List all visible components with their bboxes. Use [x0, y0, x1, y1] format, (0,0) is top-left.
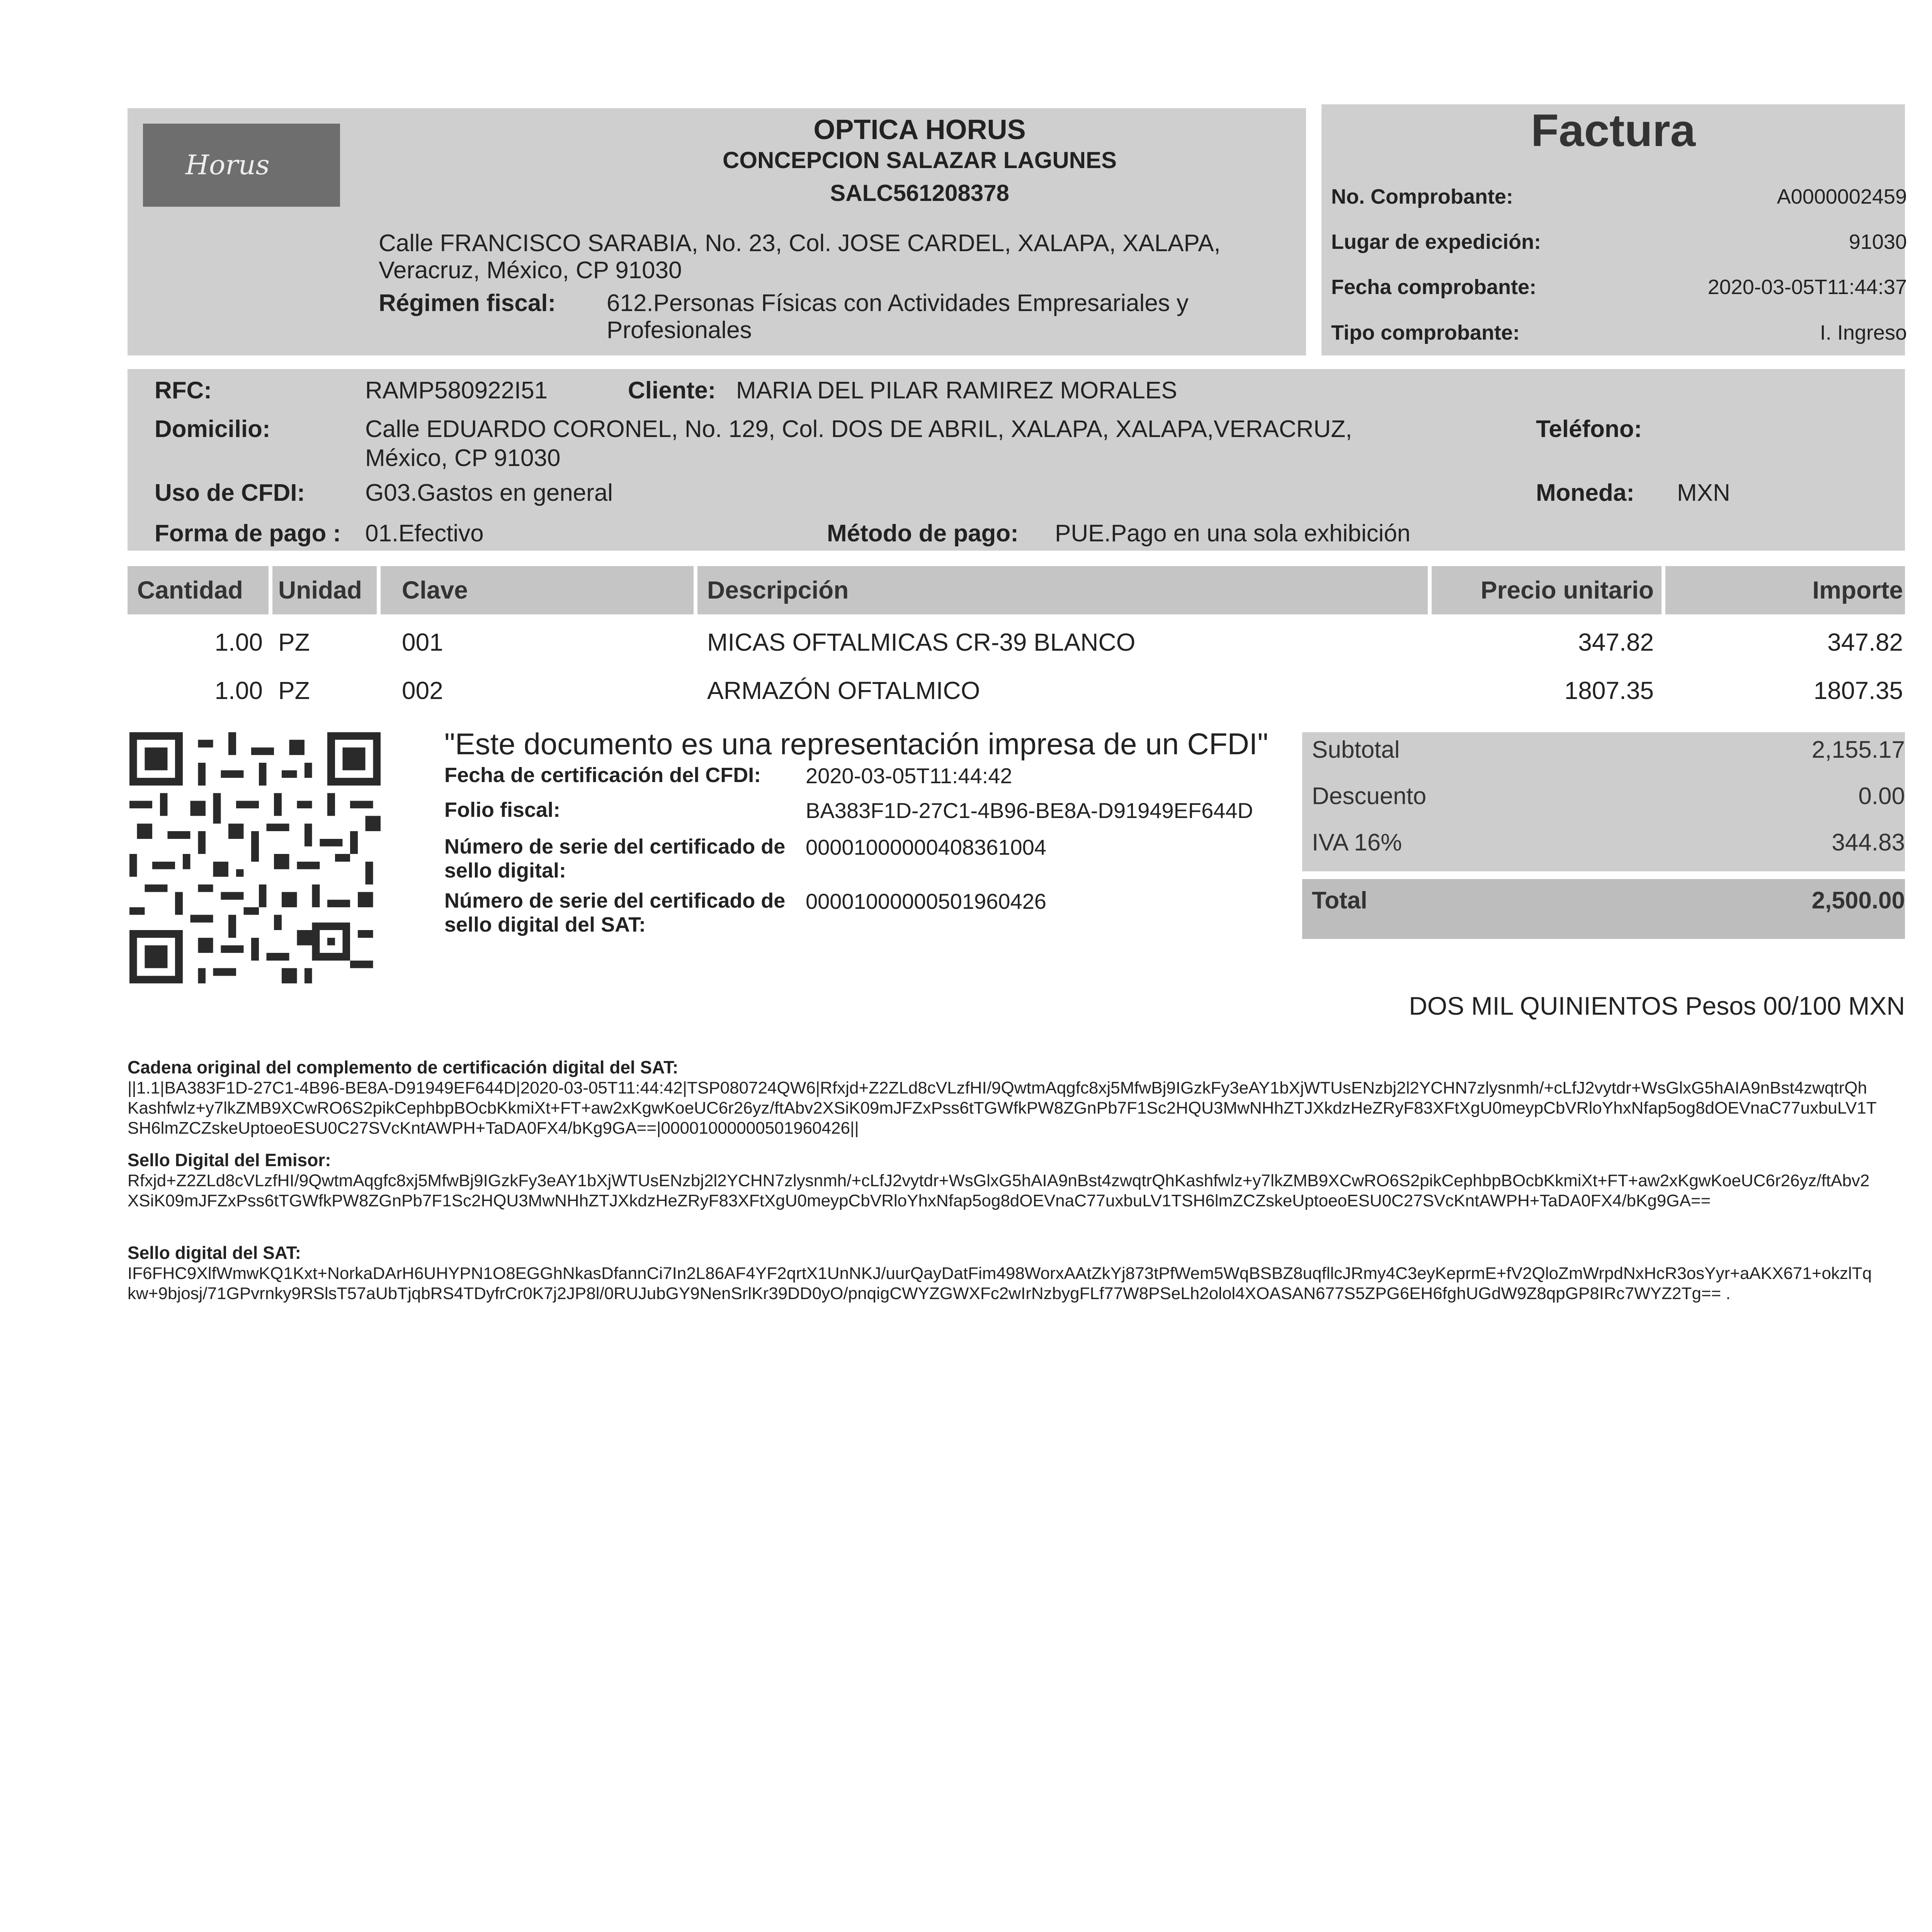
- issuer-regime: [379, 290, 1298, 344]
- rfc-label: RFC:: [155, 377, 212, 404]
- total-label: Total: [1312, 887, 1367, 914]
- cell-cantidad: 1.00: [214, 677, 263, 704]
- company-logo: Horus: [143, 124, 340, 207]
- column-header-cantidad: Cantidad: [137, 576, 243, 604]
- qr-code: [128, 732, 383, 983]
- cell-cantidad: 1.00: [214, 628, 263, 656]
- client-forma-pago: 01.Efectivo: [365, 520, 484, 547]
- folio-value: BA383F1D-27C1-4B96-BE8A-D91949EF644D: [806, 798, 1253, 823]
- sello-sat-label: Sello digital del SAT:: [128, 1243, 301, 1263]
- field-value: 91030: [1849, 230, 1907, 253]
- iva-label: IVA 16%: [1312, 829, 1402, 856]
- subtotal-label: Subtotal: [1312, 736, 1400, 763]
- invoice-title: Factura: [1531, 105, 1696, 156]
- cell-descripcion: ARMAZÓN OFTALMICO: [707, 677, 980, 704]
- issuer-rfc: SALC561208378: [830, 180, 1009, 206]
- descuento-label: Descuento: [1312, 783, 1427, 810]
- folio-label: Folio fiscal:: [444, 798, 561, 821]
- uso-label: Uso de CFDI:: [155, 480, 305, 506]
- cfdi-disclaimer: "Este documento es una representación impresa de un CFDI": [444, 727, 1269, 761]
- client-moneda: MXN: [1677, 480, 1730, 506]
- client-uso-cfdi: G03.Gastos en general: [365, 480, 613, 506]
- field-label: Fecha comprobante:: [1331, 276, 1537, 299]
- client-rfc: RAMP580922I51: [365, 377, 548, 404]
- domicilio-label: Domicilio:: [155, 416, 270, 442]
- cell-unidad: PZ: [278, 628, 310, 656]
- cell-unidad: PZ: [278, 677, 310, 704]
- telefono-label: Teléfono:: [1536, 416, 1642, 442]
- moneda-label: Moneda:: [1536, 480, 1634, 506]
- issuer-owner: CONCEPCION SALAZAR LAGUNES: [722, 147, 1117, 173]
- issuer-name: OPTICA HORUS: [813, 114, 1026, 145]
- field-value: 2020-03-05T11:44:37: [1708, 276, 1907, 299]
- sello-sat-text: IF6FHC9XlfWmwKQ1Kxt+NorkaDArH6UHYPN1O8EGGhNkasDfannCi7In2L86AF4YF2qrtX1UnNKJ/uurQayDatFim498WorxAAtZkYj873tPfWem5WqBSBZ8uqfllcJRmy4C3eyKeprmE+fV2QloZmWrpdNxHcR3osYyr+aAKX671+okzlTqkw+9bjosj/71GPvrnky9RSlsT57aUbTjqbRS4TDyfrCr0K7j2JP8l/0RUJubGY9NenSrlKr39DD0yO/pnqigCWYZGWXFc2wIrNzbygFLf77W8PSeLh2olol4XOASAN677S5ZPG6EH6fghUGdW9Z8qpGP8IRc7WYZ2Tg== .: [128, 1264, 1872, 1303]
- column-header-descripcion: Descripción: [707, 576, 849, 604]
- cell-importe: 1807.35: [1813, 677, 1903, 704]
- serie-label: Número de serie del certificado de sello digital:: [444, 835, 786, 882]
- client-address-line1: Calle EDUARDO CORONEL, No. 129, Col. DOS DE ABRIL, XALAPA, XALAPA,VERACRUZ,: [365, 416, 1352, 442]
- total-value: 2,500.00: [1811, 887, 1905, 914]
- client-name: MARIA DEL PILAR RAMIREZ MORALES: [736, 377, 1177, 404]
- field-value: A0000002459: [1777, 185, 1907, 208]
- cell-importe: 347.82: [1827, 628, 1903, 656]
- field-value: I. Ingreso: [1820, 321, 1907, 344]
- regime-value: 612.Personas Físicas con Actividades Empresariales y Profesionales: [607, 290, 1189, 344]
- cell-clave: 001: [402, 628, 443, 656]
- field-label: Tipo comprobante:: [1331, 321, 1520, 344]
- issuer-address: Calle FRANCISCO SARABIA, No. 23, Col. JOSE CARDEL, XALAPA, XALAPA, Veracruz, México, CP 91030: [379, 230, 1221, 284]
- regime-label: Régimen fiscal:: [379, 290, 556, 316]
- column-header-precio: Precio unitario: [1480, 576, 1654, 604]
- forma-label: Forma de pago :: [155, 520, 341, 547]
- field-label: No. Comprobante:: [1331, 185, 1513, 208]
- client-address-line2: México, CP 91030: [365, 445, 561, 471]
- fecha-cert-label: Fecha de certificación del CFDI:: [444, 764, 761, 787]
- cell-clave: 002: [402, 677, 443, 704]
- client-metodo-pago: PUE.Pago en una sola exhibición: [1055, 520, 1411, 547]
- iva-value: 344.83: [1832, 829, 1905, 856]
- sello-emisor-text: Rfxjd+Z2ZLd8cVLzfHI/9QwtmAqgfc8xj5MfwBj9IGzkFy3eAY1bXjWTUsENzbj2l2YCHN7zlysnmh/+cLfJ2vytdr+WsGlxG5hAIA9nBst4zwqtrQhKashfwlz+y7lkZMB9XCwRO6S2pikCephbpBOcbKkmiXt+FT+aw2xKgwKoeUC6r26yz/ftAbv2XSiK09mJFZxPss6tTGWfkPW8ZGnPb7F1Sc2HQU3MwNHhZTJXkdzHeZRyF83XFtXgU0meypCbVRloYhxNfap5og8dOEVnaC77uxbuLV1TSH6lmZCZskeUptoeoESU0C27SVcKntAWPH+TaDA0FX4/bKg9GA==: [128, 1171, 1870, 1210]
- cell-descripcion: MICAS OFTALMICAS CR-39 BLANCO: [707, 628, 1136, 656]
- amount-in-words: DOS MIL QUINIENTOS Pesos 00/100 MXN: [1409, 992, 1905, 1020]
- cadena-original-text: ||1.1|BA383F1D-27C1-4B96-BE8A-D91949EF644D|2020-03-05T11:44:42|TSP080724QW6|Rfxjd+Z2ZLd8cVLzfHI/9QwtmAqgfc8xj5MfwBj9IGzkFy3eAY1bXjWTUsENzbj2l2YCHN7zlysnmh/+cLfJ2vytdr+WsGlxG5hAIA9nBst4zwqtrQhKashfwlz+y7lkZMB9XCwRO6S2pikCephbpBOcbKkmiXt+FT+aw2xKgwKoeUC6r26yz/ftAbv2XSiK09mJFZxPss6tTGWfkPW8ZGnPb7F1Sc2HQU3MwNHhZTJXkdzHeZRyF83XFtXgU0meypCbVRloYhxNfap5og8dOEVnaC77uxbuLV1TSH6lmZCZskeUptoeoESU0C27SVcKntAWPH+TaDA0FX4/bKg9GA==|00001000000501960426||: [128, 1078, 1877, 1138]
- serie-value: 00001000000408361004: [806, 835, 1046, 859]
- serie-sat-label: Número de serie del certificado de sello digital del SAT:: [444, 889, 786, 936]
- field-label: Lugar de expedición:: [1331, 230, 1541, 253]
- column-header-unidad: Unidad: [278, 576, 362, 604]
- cadena-original-label: Cadena original del complemento de certificación digital del SAT:: [128, 1057, 679, 1077]
- cell-precio: 347.82: [1578, 628, 1654, 656]
- serie-sat-value: 00001000000501960426: [806, 889, 1046, 913]
- subtotal-value: 2,155.17: [1811, 736, 1905, 763]
- column-header-importe: Importe: [1812, 576, 1903, 604]
- sello-emisor-label: Sello Digital del Emisor:: [128, 1150, 331, 1170]
- column-header-clave: Clave: [402, 576, 468, 604]
- fecha-cert-value: 2020-03-05T11:44:42: [806, 764, 1012, 788]
- descuento-value: 0.00: [1858, 783, 1905, 810]
- cliente-label: Cliente:: [628, 377, 716, 404]
- metodo-label: Método de pago:: [827, 520, 1019, 547]
- cell-precio: 1807.35: [1564, 677, 1654, 704]
